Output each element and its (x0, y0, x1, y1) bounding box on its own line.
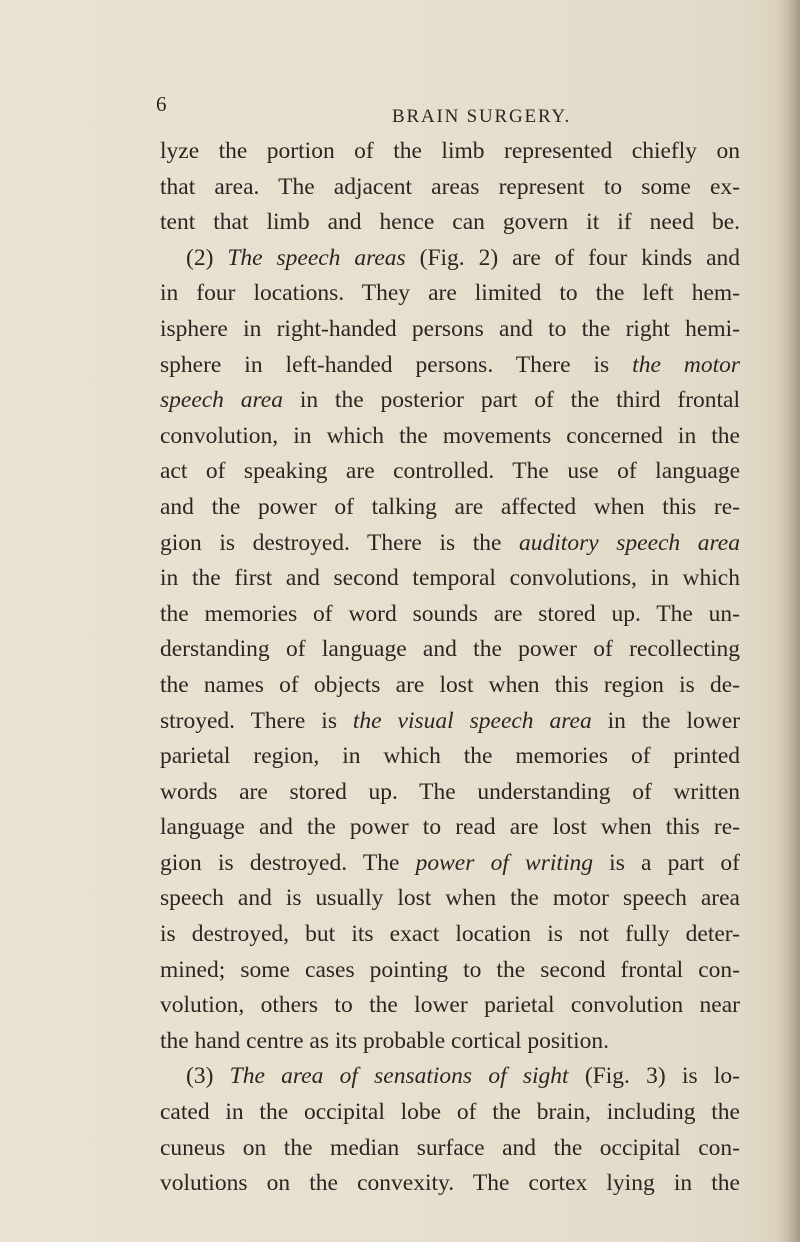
text-segment: the memories of word sounds are stored up. The un- (160, 600, 740, 627)
text-segment: (3) (186, 1063, 230, 1090)
text-segment: is destroyed, but its exact location is not fully deter- (160, 921, 740, 948)
text-line (160, 170, 740, 206)
text-line (160, 1024, 740, 1060)
text-line (160, 917, 740, 953)
text-segment: is a part of (592, 849, 740, 876)
text-line (160, 632, 740, 668)
text-line (160, 1166, 740, 1202)
text-line (160, 312, 740, 348)
text-segment: stroyed. There is (160, 707, 353, 734)
text-segment: words are stored up. The understanding of written (160, 778, 740, 805)
text-segment: isphere in right-handed persons and to the right hemi- (160, 315, 740, 342)
text-line (160, 1059, 740, 1095)
text-segment: speech and is usually lost when the motor speech area (160, 885, 740, 912)
text-line (160, 205, 740, 241)
text-segment: cuneus on the median surface and the occipital con- (160, 1134, 740, 1161)
text-line (160, 597, 740, 633)
text-segment: language and the power to read are lost when this re- (160, 814, 740, 841)
text-segment: (Fig. 2) are of four kinds and (405, 244, 740, 271)
text-segment: sphere in left-handed persons. There is (160, 351, 633, 378)
body-text (160, 134, 740, 1202)
text-segment: in four locations. They are limited to the left hem- (160, 280, 740, 307)
text-line (160, 953, 740, 989)
text-segment: (Fig. 3) is lo- (568, 1063, 741, 1090)
text-line (160, 1131, 740, 1167)
text-segment: gion is destroyed. The (160, 849, 416, 876)
text-segment: cated in the occipital lobe of the brain, including the (160, 1099, 740, 1126)
italic-term: the motor (632, 351, 740, 378)
text-segment: in the lower (591, 707, 740, 734)
text-line (160, 348, 740, 384)
text-segment: lyze the portion of the limb represented chiefly on (160, 138, 740, 164)
italic-term: auditory speech area (519, 529, 740, 556)
text-segment: volution, others to the lower parietal convolution near (160, 992, 740, 1019)
text-line (160, 775, 740, 811)
text-segment: in the first and second temporal convolutions, in which (160, 565, 740, 592)
page-header (0, 92, 800, 132)
text-line (160, 276, 740, 312)
italic-term: the visual speech area (352, 707, 592, 734)
text-line (160, 810, 740, 846)
italic-term: speech area (160, 387, 283, 414)
running-title: BRAIN SURGERY. (392, 106, 571, 127)
text-line (160, 383, 740, 419)
text-segment: act of speaking are controlled. The use of language (160, 458, 740, 485)
text-segment: the names of objects are lost when this region is de- (160, 671, 740, 698)
text-line (160, 881, 740, 917)
text-segment: mined; some cases pointing to the second frontal con- (160, 956, 740, 983)
text-segment: parietal region, in which the memories of printed (160, 743, 740, 770)
text-line (160, 739, 740, 775)
text-segment: gion is destroyed. There is the (160, 529, 520, 556)
text-line (160, 490, 740, 526)
page-number: 6 (156, 92, 167, 116)
italic-term: The speech areas (227, 244, 406, 271)
text-line (160, 988, 740, 1024)
text-line (160, 454, 740, 490)
text-segment: the hand centre as its probable cortical position. (160, 1027, 609, 1054)
text-segment: in the posterior part of the third frontal (282, 387, 741, 414)
page-edge-shadow (774, 0, 800, 1242)
text-line (160, 241, 740, 277)
text-line (160, 134, 740, 170)
italic-term: The area of sensations of sight (229, 1063, 569, 1090)
text-line (160, 846, 740, 882)
text-line (160, 526, 740, 562)
text-segment: (2) (186, 244, 228, 271)
text-segment: and the power of talking are affected when this re- (160, 493, 740, 520)
italic-term: power of writing (415, 849, 593, 876)
text-segment: volutions on the convexity. The cortex lying in the (160, 1170, 740, 1197)
text-line (160, 668, 740, 704)
text-segment: derstanding of language and the power of recollecting (160, 636, 740, 663)
text-line (160, 704, 740, 740)
text-line (160, 561, 740, 597)
text-line (160, 1095, 740, 1131)
text-segment: that area. The adjacent areas represent to some ex- (160, 173, 740, 200)
text-segment: convolution, in which the movements concerned in the (160, 422, 740, 449)
text-segment: tent that limb and hence can govern it if need be. (160, 209, 740, 236)
text-line (160, 419, 740, 455)
